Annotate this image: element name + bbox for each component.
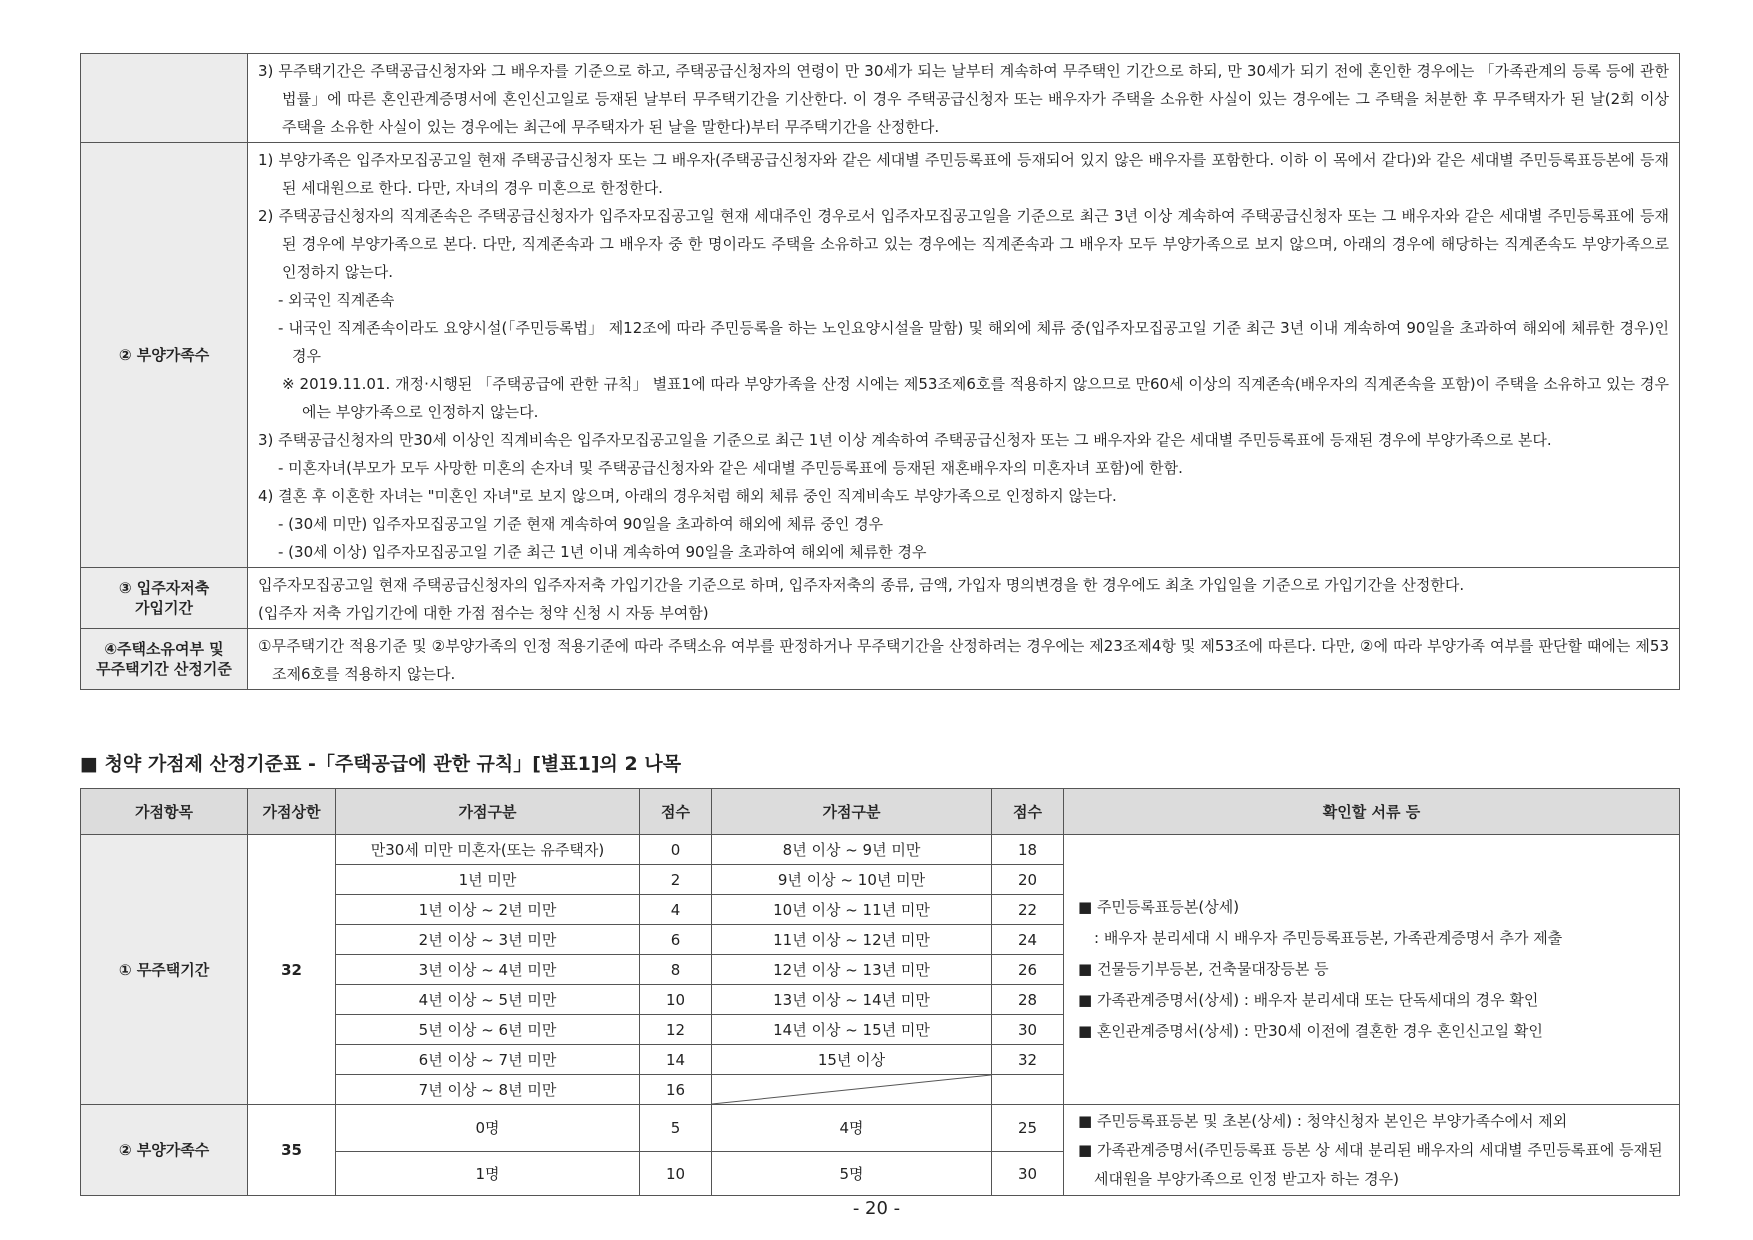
category-cell: 13년 이상 ~ 14년 미만 <box>712 985 992 1015</box>
table-row <box>81 568 1680 629</box>
doc-line: ■ 건물등기부등본, 건축물대장등본 등 <box>1078 960 1329 978</box>
row-label-dependents: ② 부양가족수 <box>81 143 248 568</box>
dependents-max: 35 <box>248 1105 336 1196</box>
score-cell: 30 <box>992 1015 1064 1045</box>
category-cell: 7년 이상 ~ 8년 미만 <box>336 1075 640 1105</box>
score-cell: 22 <box>992 895 1064 925</box>
category-cell: 6년 이상 ~ 7년 미만 <box>336 1045 640 1075</box>
row-label-empty <box>81 54 248 143</box>
category-cell: 10년 이상 ~ 11년 미만 <box>712 895 992 925</box>
dash-text: - (30세 이상) 입주자모집공고일 기준 최근 1년 이내 계속하여 90일을 초과하여 해외에 체류한 경우 <box>278 543 927 561</box>
item-text: 3) 무주택기간은 주택공급신청자와 그 배우자를 기준으로 하고, 주택공급신청자의 연령이 만 30세가 되는 날부터 계속하여 무주택인 기간으로 하되, 만 30세가 되기 전에 혼인한 경우에는 「가족관계의 등록 등에 관한 법률」에 따른 혼인관계증명서에 혼인신고일로 등재된 날부터 무주택기간을 기산한다. 이 경우 주택공급신청자 또는 배우자가 주택을 소유한 사실이 있는 경우에는 그 주택을 처분한 후 무주택자가 된 날(2회 이상 주택을 소유한 사실이 있는 경우에는 최근에 무주택자가 된 날을 말한다)부터 무주택기간을 산정한다. <box>258 62 1669 136</box>
item-text: 1) 부양가족은 입주자모집공고일 현재 주택공급신청자 또는 그 배우자(주택공급신청자와 같은 세대별 주민등록표에 등재되어 있지 않은 배우자를 포함한다. 이하 이 목에서 같다)와 같은 세대별 주민등록표등본에 등재된 세대원으로 한다. 다만, 자녀의 경우 미혼으로 한정한다. <box>258 151 1669 197</box>
category-cell: 2년 이상 ~ 3년 미만 <box>336 925 640 955</box>
score-cell: 24 <box>992 925 1064 955</box>
label-line: 무주택기간 산정기준 <box>96 660 232 678</box>
score-table <box>80 788 1680 1196</box>
category-cell: 15년 이상 <box>712 1045 992 1075</box>
category-cell: 4명 <box>712 1105 992 1152</box>
table-row <box>81 629 1680 690</box>
dash-text: - (30세 미만) 입주자모집공고일 기준 현재 계속하여 90일을 초과하여 해외에 체류 중인 경우 <box>278 515 884 533</box>
category-cell: 5년 이상 ~ 6년 미만 <box>336 1015 640 1045</box>
header-cell: 가점구분 <box>336 789 640 835</box>
dependents-docs <box>1064 1105 1680 1196</box>
dash-text: - 미혼자녀(부모가 모두 사망한 미혼의 손자녀 및 주택공급신청자와 같은 세대별 주민등록표에 등재된 재혼배우자의 미혼자녀 포함)에 한함. <box>278 459 1183 477</box>
row-content <box>248 568 1680 629</box>
category-cell: 1년 미만 <box>336 865 640 895</box>
header-cell: 가점항목 <box>81 789 248 835</box>
table-row <box>81 835 1680 865</box>
row-label-criteria <box>81 629 248 690</box>
criteria-table <box>80 53 1680 690</box>
score-cell: 14 <box>640 1045 712 1075</box>
dash-text: - 외국인 직계존속 <box>278 291 395 309</box>
label-line: 가입기간 <box>135 599 193 617</box>
category-cell: 0명 <box>336 1105 640 1152</box>
score-cell: 20 <box>992 865 1064 895</box>
table-row <box>81 1105 1680 1152</box>
content-line: (입주자 저축 가입기간에 대한 가점 점수는 청약 신청 시 자동 부여함) <box>258 604 709 622</box>
table-row <box>81 143 1680 568</box>
header-cell: 가점구분 <box>712 789 992 835</box>
table-row <box>81 54 1680 143</box>
label-line: ④주택소유여부 및 <box>104 640 224 658</box>
item-text: 4) 결혼 후 이혼한 자녀는 "미혼인 자녀"로 보지 않으며, 아래의 경우처럼 해외 체류 중인 직계비속도 부양가족으로 인정하지 않는다. <box>258 487 1117 505</box>
nohouse-max: 32 <box>248 835 336 1105</box>
score-cell: 18 <box>992 835 1064 865</box>
doc-line: : 배우자 분리세대 시 배우자 주민등록표등본, 가족관계증명서 추가 제출 <box>1094 929 1563 947</box>
score-cell: 32 <box>992 1045 1064 1075</box>
score-cell: 26 <box>992 955 1064 985</box>
item-text: 2) 주택공급신청자의 직계존속은 주택공급신청자가 입주자모집공고일 현재 세대주인 경우로서 입주자모집공고일을 기준으로 최근 3년 이상 계속하여 주택공급신청자 또는 그 배우자와 같은 세대별 주민등록표에 등재된 경우에 부양가족으로 본다. 다만, 직계존속과 그 배우자 중 한 명이라도 주택을 소유하고 있는 경우에는 직계존속과 그 배우자 모두 부양가족으로 보지 않으며, 아래의 경우에 해당하는 직계존속도 부양가족으로 인정하지 않는다. <box>258 207 1669 281</box>
content-line: ①무주택기간 적용기준 및 ②부양가족의 인정 적용기준에 따라 주택소유 여부를 판정하거나 무주택기간을 산정하려는 경우에는 제23조제4항 및 제53조에 따른다. 다만, ②에 따라 부양가족 여부를 판단할 때에는 제53조제6호를 적용하지 않는다. <box>258 637 1669 683</box>
score-cell: 2 <box>640 865 712 895</box>
score-cell: 28 <box>992 985 1064 1015</box>
category-cell: 14년 이상 ~ 15년 미만 <box>712 1015 992 1045</box>
doc-line: ■ 혼인관계증명서(상세) : 만30세 이전에 결혼한 경우 혼인신고일 확인 <box>1078 1022 1543 1040</box>
label-line: ③ 입주자저축 <box>118 579 210 597</box>
score-cell: 10 <box>640 1152 712 1196</box>
category-cell: 12년 이상 ~ 13년 미만 <box>712 955 992 985</box>
row-content <box>248 629 1680 690</box>
score-cell: 30 <box>992 1152 1064 1196</box>
score-cell: 6 <box>640 925 712 955</box>
note-text: ※ 2019.11.01. 개정·시행된 「주택공급에 관한 규칙」 별표1에 따라 부양가족을 산정 시에는 제53조제6호를 적용하지 않으므로 만60세 이상의 직계존속(배우자의 직계존속을 포함)이 주택을 소유하고 있는 경우에는 부양가족으로 인정하지 않는다. <box>282 375 1669 421</box>
score-cell: 12 <box>640 1015 712 1045</box>
nohouse-docs <box>1064 835 1680 1105</box>
empty-diagonal-cell <box>712 1075 992 1105</box>
score-cell: 4 <box>640 895 712 925</box>
dash-text: - 내국인 직계존속이라도 요양시설(「주민등록법」 제12조에 따라 주민등록을 하는 노인요양시설을 말함) 및 해외에 체류 중(입주자모집공고일 기준 최근 3년 이내 계속하여 90일을 초과하여 해외에 체류한 경우)인 경우 <box>278 319 1669 365</box>
score-cell: 25 <box>992 1105 1064 1152</box>
page-number: - 20 - <box>852 1198 901 1219</box>
category-cell: 만30세 미만 미혼자(또는 유주택자) <box>336 835 640 865</box>
category-cell: 3년 이상 ~ 4년 미만 <box>336 955 640 985</box>
category-cell: 1년 이상 ~ 2년 미만 <box>336 895 640 925</box>
nohouse-label: ① 무주택기간 <box>81 835 248 1105</box>
content-line: 입주자모집공고일 현재 주택공급신청자의 입주자저축 가입기간을 기준으로 하며, 입주자저축의 종류, 금액, 가입자 명의변경을 한 경우에도 최초 가입일을 기준으로 가입기간을 산정한다. <box>258 576 1465 594</box>
score-cell: 8 <box>640 955 712 985</box>
header-cell: 점수 <box>992 789 1064 835</box>
diagonal-line <box>712 1075 991 1104</box>
category-cell: 1명 <box>336 1152 640 1196</box>
item-text: 3) 주택공급신청자의 만30세 이상인 직계비속은 입주자모집공고일을 기준으로 최근 1년 이상 계속하여 주택공급신청자 또는 그 배우자와 같은 세대별 주민등록표에 등재된 경우에 부양가족으로 본다. <box>258 431 1552 449</box>
category-cell: 11년 이상 ~ 12년 미만 <box>712 925 992 955</box>
category-cell: 9년 이상 ~ 10년 미만 <box>712 865 992 895</box>
score-cell: 16 <box>640 1075 712 1105</box>
section-title: ■ 청약 가점제 산정기준표 -「주택공급에 관한 규칙」[별표1]의 2 나목 <box>80 753 682 775</box>
row-content <box>248 54 1680 143</box>
category-cell: 4년 이상 ~ 5년 미만 <box>336 985 640 1015</box>
dependents-label: ② 부양가족수 <box>81 1105 248 1196</box>
doc-line: ■ 주민등록표등본 및 초본(상세) : 청약신청자 본인은 부양가족수에서 제외 <box>1078 1111 1568 1130</box>
row-content <box>248 143 1680 568</box>
header-cell: 가점상한 <box>248 789 336 835</box>
score-cell: 0 <box>640 835 712 865</box>
score-cell: 5 <box>640 1105 712 1152</box>
doc-line: ■ 주민등록표등본(상세) <box>1078 898 1240 916</box>
empty-score-cell <box>992 1075 1064 1105</box>
header-row <box>81 789 1680 835</box>
doc-line: ■ 가족관계증명서(상세) : 배우자 분리세대 또는 단독세대의 경우 확인 <box>1078 991 1539 1009</box>
header-cell: 점수 <box>640 789 712 835</box>
row-label-savings <box>81 568 248 629</box>
category-cell: 8년 이상 ~ 9년 미만 <box>712 835 992 865</box>
category-cell: 5명 <box>712 1152 992 1196</box>
score-cell: 10 <box>640 985 712 1015</box>
header-cell: 확인할 서류 등 <box>1064 789 1680 835</box>
doc-line: ■ 가족관계증명서(주민등록표 등본 상 세대 분리된 배우자의 세대별 주민등록표에 등재된 세대원을 부양가족으로 인정 받고자 하는 경우) <box>1078 1140 1663 1188</box>
